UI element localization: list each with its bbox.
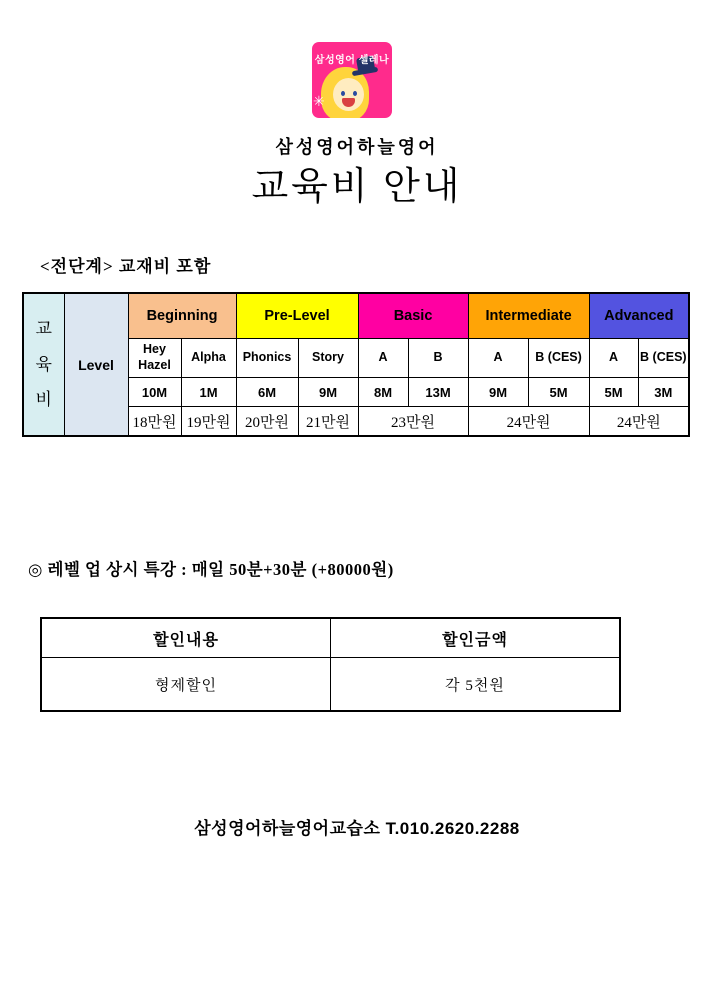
group-header-beginning: Beginning [128, 293, 236, 339]
level-name-cell: A [468, 339, 528, 378]
discount-row-content: 형제할인 [41, 658, 331, 712]
group-header-intermediate: Intermediate [468, 293, 589, 339]
months-cell: 9M [468, 378, 528, 407]
months-cell: 5M [528, 378, 589, 407]
price-cell-intermediate: 24만원 [468, 407, 589, 437]
level-name-cell: A [358, 339, 408, 378]
discount-header-content: 할인내용 [41, 618, 331, 658]
brand-line: 삼성영어하늘영어 [275, 137, 439, 157]
level-name-cell: B (CES) [528, 339, 589, 378]
discount-table [40, 617, 621, 712]
materials-note: <전단계> 교재비 포함 [40, 257, 212, 276]
months-cell: 9M [298, 378, 358, 407]
months-cell: 8M [358, 378, 408, 407]
fee-table-corner [23, 293, 64, 436]
level-name-cell: Story [298, 339, 358, 378]
price-cell-advanced: 24만원 [589, 407, 689, 437]
price-cell: 20만원 [236, 407, 298, 437]
level-name-cell: Phonics [236, 339, 298, 378]
fee-table-level-header: Level [64, 293, 128, 436]
footer-contact: 삼성영어하늘영어교습소 T.010.2620.2288 [194, 819, 520, 838]
discount-header-amount: 할인금액 [331, 618, 621, 658]
months-cell: 10M [128, 378, 181, 407]
price-cell: 19만원 [181, 407, 236, 437]
academy-logo [312, 42, 392, 118]
group-header-basic: Basic [358, 293, 468, 339]
level-name-cell: B (CES) [638, 339, 689, 378]
fee-table [22, 292, 690, 437]
months-cell: 1M [181, 378, 236, 407]
months-cell: 5M [589, 378, 638, 407]
eye-icon [353, 91, 357, 96]
level-name-cell: Alpha [181, 339, 236, 378]
logo-label: 삼성영어 셀레나 [314, 55, 390, 66]
eye-icon [341, 91, 345, 96]
months-cell: 6M [236, 378, 298, 407]
sparkle-icon: ✳ [313, 94, 325, 110]
price-cell: 18만원 [128, 407, 181, 437]
level-name-cell: Hey Hazel [128, 339, 181, 378]
fee-table-corner-label: 교육비 [35, 318, 52, 410]
page-title: 교육비 안내 [251, 166, 463, 208]
months-cell: 13M [408, 378, 468, 407]
level-up-note: ◎ 레벨 업 상시 특강 : 매일 50분+30분 (+80000원) [28, 560, 394, 579]
months-cell: 3M [638, 378, 689, 407]
price-cell: 21만원 [298, 407, 358, 437]
level-name-cell: A [589, 339, 638, 378]
group-header-pre-level: Pre-Level [236, 293, 358, 339]
price-cell-basic: 23만원 [358, 407, 468, 437]
group-header-advanced: Advanced [589, 293, 689, 339]
level-name-cell: B [408, 339, 468, 378]
discount-row-amount: 각 5천원 [331, 658, 621, 712]
